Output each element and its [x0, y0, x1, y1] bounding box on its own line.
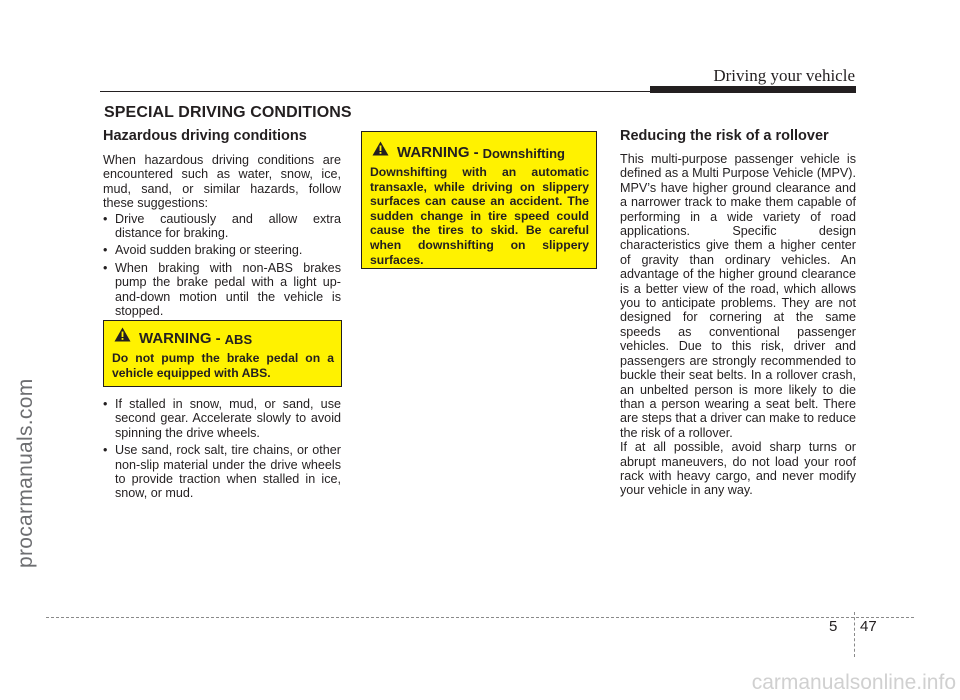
- section-title: SPECIAL DRIVING CONDITIONS: [104, 104, 352, 121]
- hazardous-intro: When hazardous driving conditions are encountered such as water, snow, ice, mud, sand, or similar hazards, follow these suggestions:: [103, 153, 341, 211]
- right-column: [620, 128, 856, 498]
- side-watermark: procarmanuals.com: [14, 378, 37, 568]
- rollover-paragraph-2: If at all possible, avoid sharp turns or abrupt maneuvers, do not load your roof rack with heavy cargo, and never modify your vehicle in any way.: [620, 440, 856, 498]
- list-item: • Use sand, rock salt, tire chains, or other non-slip material under the drive wheels to provide traction when stalled in ice, snow, or mud.: [103, 443, 341, 501]
- warning-text: Do not pump the brake pedal on a vehicle equipped with ABS.: [112, 351, 334, 380]
- warning-triangle-icon: [372, 141, 389, 161]
- warning-label: WARNING -: [139, 330, 221, 347]
- left-column-continued: [103, 397, 341, 504]
- list-item: • When braking with non-ABS brakes pump the brake pedal with a light up-and-down motion until the vehicle is stopped.: [103, 260, 341, 319]
- warning-triangle-icon: [114, 327, 131, 347]
- stalled-tips-list: [103, 397, 341, 501]
- hazard-tips-list: [103, 212, 341, 319]
- header-rule: [100, 91, 650, 92]
- warning-topic: ABS: [224, 332, 253, 347]
- list-item: • Avoid sudden braking or steering.: [103, 243, 303, 258]
- list-item: • Drive cautiously and allow extra distance for braking.: [103, 211, 341, 241]
- warning-box-downshifting: [361, 131, 597, 269]
- warning-box-abs: [103, 320, 342, 387]
- rollover-paragraph-1: This multi-purpose passenger vehicle is defined as a Multi Purpose Vehicle (MPV). MPV’s have higher ground clearance and a narrower track to make them capable of performing in a wide variety of road applications. Specific design characteristics give them a higher center of gravity than ordinary vehicles. An advantage of the higher ground clearance is a better view of the road, which allows you to anticipate problems. They are not designed for cornering at the same speeds as conventional passenger vehicles. Due to this risk, driver and passengers are strongly recommended to buckle their seat belts. In a rollover crash, an unbelted person is more likely to die than a person wearing a seat belt. There are steps that a driver can make to reduce the risk of a rollover.: [620, 152, 856, 440]
- chapter-number: 5: [829, 618, 838, 635]
- page-number-divider: [854, 612, 855, 657]
- bottom-watermark: carmanualsonline.info: [751, 671, 956, 694]
- warning-label: WARNING -: [397, 144, 479, 161]
- left-column: [103, 128, 341, 321]
- warning-topic: Downshifting: [482, 146, 565, 161]
- warning-text: Downshifting with an automatic transaxle, while driving on slippery surfaces can cause an accident. The sudden change in tire speed could cause the tires to skid. Be careful when downshifting on slippery surfaces.: [370, 165, 589, 267]
- header-rule-accent: [650, 86, 856, 93]
- rollover-heading: Reducing the risk of a rollover: [620, 128, 829, 144]
- list-item: • If stalled in snow, mud, or sand, use second gear. Accelerate slowly to avoid spinning the drive wheels.: [103, 397, 341, 440]
- hazardous-heading: Hazardous driving conditions: [103, 128, 307, 144]
- page-number: 47: [860, 618, 877, 635]
- footer-rule: [46, 617, 914, 618]
- chapter-title: Driving your vehicle: [713, 66, 855, 85]
